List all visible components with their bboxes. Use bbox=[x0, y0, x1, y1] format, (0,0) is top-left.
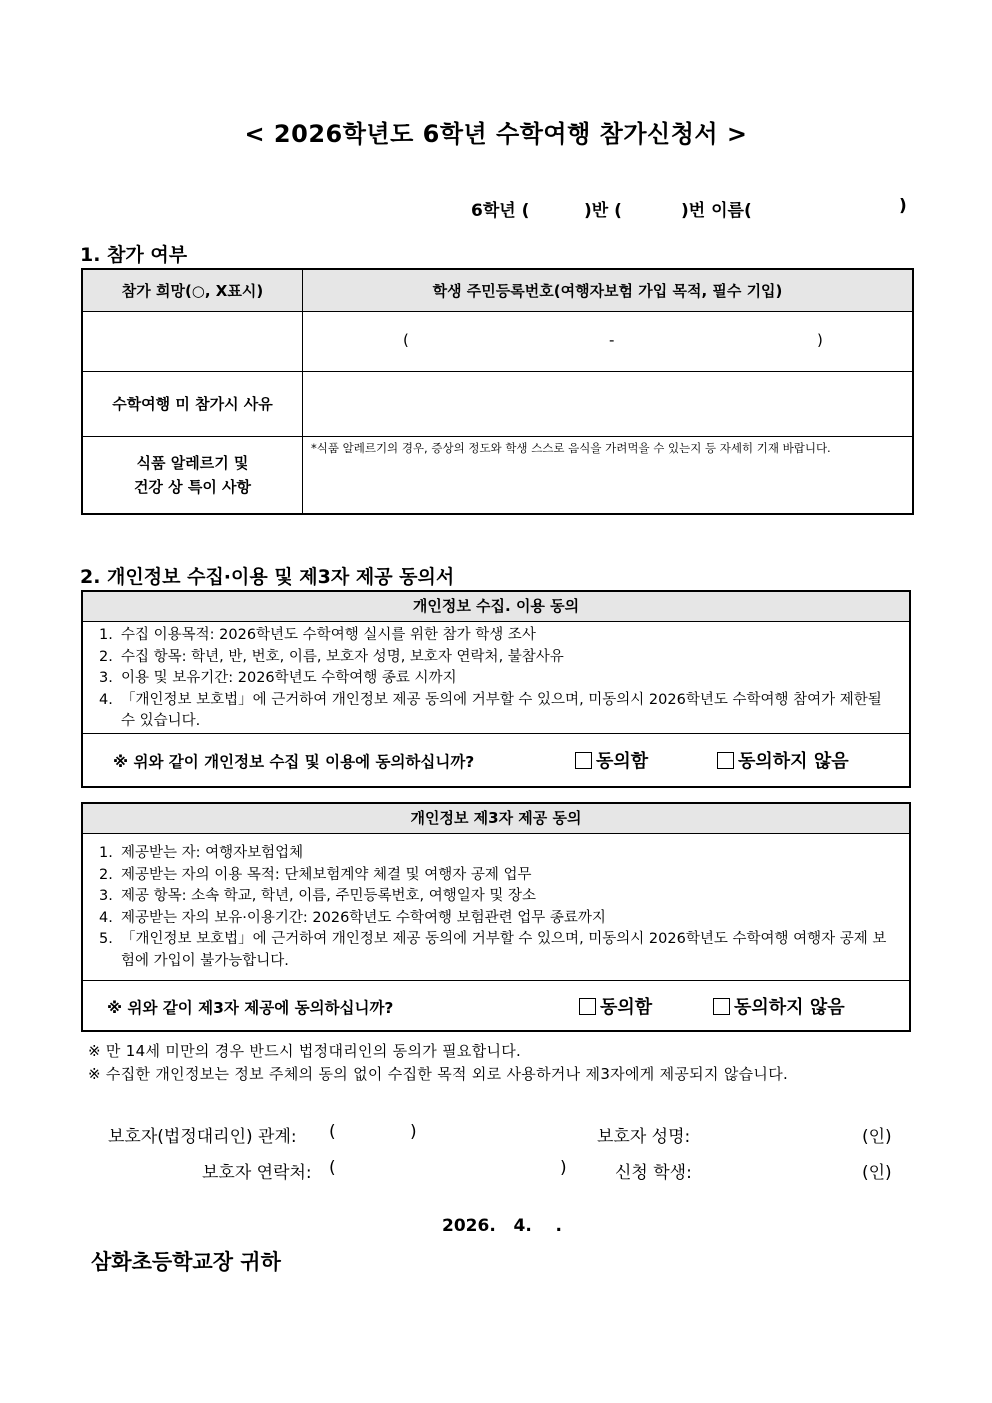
third-party-question-row bbox=[83, 980, 909, 1030]
relation-open: ( bbox=[329, 1122, 336, 1142]
absence-reason-input[interactable] bbox=[303, 371, 914, 436]
collection-consent-list bbox=[83, 622, 909, 733]
addressee: 삼화초등학교장 귀하 bbox=[91, 1250, 281, 1274]
grade-label: 6학년 ( bbox=[471, 201, 530, 221]
participation-input-cell[interactable] bbox=[82, 311, 303, 371]
section2-heading: 2. 개인정보 수집·이용 및 제3자 제공 동의서 bbox=[80, 566, 455, 588]
list-item: 4. 제공받는 자의 보유·이용기간: 2026학년도 수학여행 보험관련 업무 종료까지 bbox=[99, 909, 606, 926]
list-item: 1. 제공받는 자: 여행자보험업체 bbox=[99, 845, 304, 861]
allergy-label-line1: 식품 알레르기 및 bbox=[136, 453, 249, 472]
contact-open: ( bbox=[329, 1158, 336, 1178]
student-label: 신청 학생: bbox=[615, 1163, 692, 1183]
class-label: )반 ( bbox=[584, 201, 622, 221]
allergy-input[interactable] bbox=[303, 436, 914, 514]
allergy-label bbox=[82, 436, 303, 514]
third-party-consent-list bbox=[83, 834, 909, 972]
contact-label: 보호자 연락처: bbox=[202, 1163, 312, 1183]
checkbox-icon bbox=[579, 998, 596, 1015]
list-item: 3. 이용 및 보유기간: 2026학년도 수학여행 종료 시까지 bbox=[99, 670, 457, 686]
collection-question-row bbox=[83, 733, 909, 786]
absence-reason-label: 수학여행 미 참가시 사유 bbox=[82, 371, 303, 436]
checkbox-icon bbox=[713, 998, 730, 1015]
id-dash: - bbox=[609, 330, 615, 349]
list-item: 2. 제공받는 자의 이용 목적: 단체보험계약 체결 및 여행자 공제 업무 bbox=[99, 866, 532, 883]
id-open: ( bbox=[403, 330, 409, 349]
list-item: 2. 수집 항목: 학년, 반, 번호, 이름, 보호자 성명, 보호자 연락처, 불참사유 bbox=[99, 648, 564, 665]
list-item: 3. 제공 항목: 소속 학교, 학년, 이름, 주민등록번호, 여행일자 및 장소 bbox=[99, 888, 536, 904]
name-close: ) bbox=[899, 196, 907, 216]
agree-label: 동의함 bbox=[600, 997, 653, 1018]
agree-label: 동의함 bbox=[596, 751, 649, 772]
id-input-cell[interactable] bbox=[303, 311, 914, 371]
date: 2026. 4. . bbox=[442, 1216, 562, 1236]
student-seal: (인) bbox=[862, 1163, 892, 1183]
allergy-note: *식품 알레르기의 경우, 증상의 정도와 학생 스스로 음식을 가려먹을 수 있는지 등 자세히 기재 바랍니다. bbox=[311, 440, 831, 455]
allergy-label-line2: 건강 상 특이 사항 bbox=[133, 477, 252, 496]
guardian-name-label: 보호자 성명: bbox=[597, 1127, 691, 1147]
col-id-header: 학생 주민등록번호(여행자보험 가입 목적, 필수 기입) bbox=[303, 269, 914, 311]
relation-close: ) bbox=[410, 1122, 417, 1142]
col-participation-header: 참가 희망(○, X표시) bbox=[82, 269, 303, 311]
checkbox-icon bbox=[717, 752, 734, 769]
list-item: 1. 수집 이용목적: 2026학년도 수학여행 실시를 위한 참가 학생 조사 bbox=[99, 627, 536, 643]
note-usage: ※ 수집한 개인정보는 정보 주체의 동의 없이 수집한 목적 외로 사용하거나 제3자에게 제공되지 않습니다. bbox=[88, 1065, 789, 1083]
collection-disagree-checkbox[interactable] bbox=[717, 747, 849, 773]
section1-heading: 1. 참가 여부 bbox=[80, 244, 188, 266]
third-party-disagree-checkbox[interactable] bbox=[713, 993, 845, 1019]
third-party-consent-box bbox=[81, 802, 911, 1032]
third-party-consent-header: 개인정보 제3자 제공 동의 bbox=[83, 804, 909, 834]
disagree-label: 동의하지 않음 bbox=[738, 751, 849, 772]
third-party-agree-checkbox[interactable] bbox=[579, 993, 652, 1019]
collection-agree-checkbox[interactable] bbox=[575, 747, 648, 773]
collection-consent-header: 개인정보 수집. 이용 동의 bbox=[83, 592, 909, 622]
disagree-label: 동의하지 않음 bbox=[734, 997, 845, 1018]
guardian-seal: (인) bbox=[862, 1127, 892, 1147]
list-item: 4. 「개인정보 보호법」에 근거하여 개인정보 제공 동의에 거부할 수 있으며, 미동의시 2026학년도 수학여행 참여가 제한될 수 있습니다. bbox=[99, 691, 882, 729]
note-age: ※ 만 14세 미만의 경우 반드시 법정대리인의 동의가 필요합니다. bbox=[88, 1042, 522, 1060]
collection-consent-box bbox=[81, 590, 911, 788]
number-name-label: )번 이름( bbox=[681, 201, 752, 221]
collection-question: ※ 위와 같이 개인정보 수집 및 이용에 동의하십니까? bbox=[113, 753, 475, 771]
checkbox-icon bbox=[575, 752, 592, 769]
contact-close: ) bbox=[560, 1158, 567, 1178]
page-title: < 2026학년도 6학년 수학여행 참가신청서 > bbox=[244, 120, 748, 148]
third-party-question: ※ 위와 같이 제3자 제공에 동의하십니까? bbox=[107, 999, 394, 1017]
relation-label: 보호자(법정대리인) 관계: bbox=[108, 1127, 297, 1147]
participation-table bbox=[81, 268, 914, 515]
list-item: 5. 「개인정보 보호법」에 근거하여 개인정보 제공 동의에 거부할 수 있으며, 미동의시 2026학년도 수학여행 여행자 공제 보험에 가입이 불가능합니다. bbox=[99, 931, 887, 969]
id-close: ) bbox=[817, 330, 823, 349]
